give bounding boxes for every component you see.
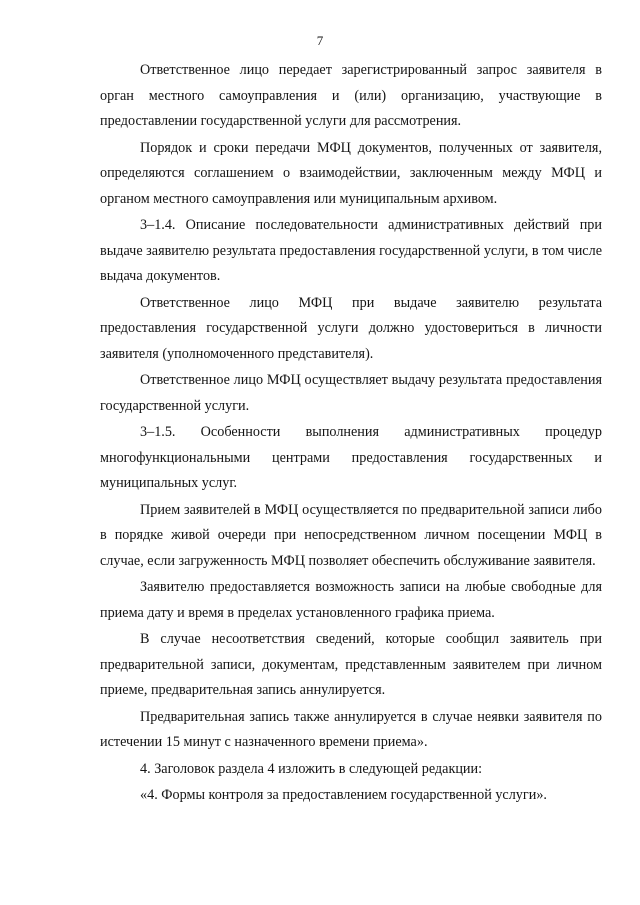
- paragraph-section-3-1-5: 3–1.5. Особенности выполнения административных процедур многофункциональными центрами предоставления государственных и муниципальных услуг.: [100, 424, 602, 491]
- paragraph-no-show-cancel: Предварительная запись также аннулируется в случае неявки заявителя по истечении 15 минут с назначенного времени приема».: [100, 708, 602, 750]
- paragraph-forward-request: Ответственное лицо передает зарегистрированный запрос заявителя в орган местного самоуправления и (или) организацию, участвующие в предоставлении государственной услуги для рассмотрения.: [100, 62, 602, 129]
- page-number: 7: [316, 33, 324, 48]
- paragraph-identity-check: Ответственное лицо МФЦ при выдаче заявителю результата предоставления государственной услуги должно удостовериться в личности заявителя (уполномоченного представителя).: [100, 294, 602, 362]
- paragraph-section-3-1-4: 3–1.4. Описание последовательности административных действий при выдаче заявителю результата предоставления государственной услуги, в том числе выдача документов.: [100, 217, 602, 284]
- paragraph-appointment-choice: Заявителю предоставляется возможность записи на любые свободные для приема дату и время в пределах установленного графика приема.: [100, 579, 602, 621]
- paragraph-reception: Прием заявителей в МФЦ осуществляется по предварительной записи либо в порядке живой очереди при непосредственном личном посещении МФЦ в случае, если загруженность МФЦ позволяет обеспечить обслуживание заявителя.: [100, 501, 602, 569]
- paragraph-mismatch-cancel: В случае несоответствия сведений, которые сообщил заявитель при предварительной записи, документам, представленным заявителем при личном приеме, предварительная запись аннулируется.: [100, 631, 602, 698]
- paragraph-section-4-new-title: «4. Формы контроля за предоставлением государственной услуги».: [140, 787, 547, 803]
- paragraph-section-4-heading-change: 4. Заголовок раздела 4 изложить в следующей редакции:: [140, 760, 483, 777]
- paragraph-result-issue: Ответственное лицо МФЦ осуществляет выдачу результата предоставления государственной услуги.: [100, 372, 602, 414]
- document-body: [100, 58, 602, 810]
- paragraph-transfer-procedure: Порядок и сроки передачи МФЦ документов, полученных от заявителя, определяются соглашением о взаимодействии, заключенным между МФЦ и органом местного самоуправления или муниципальным архивом.: [100, 139, 602, 207]
